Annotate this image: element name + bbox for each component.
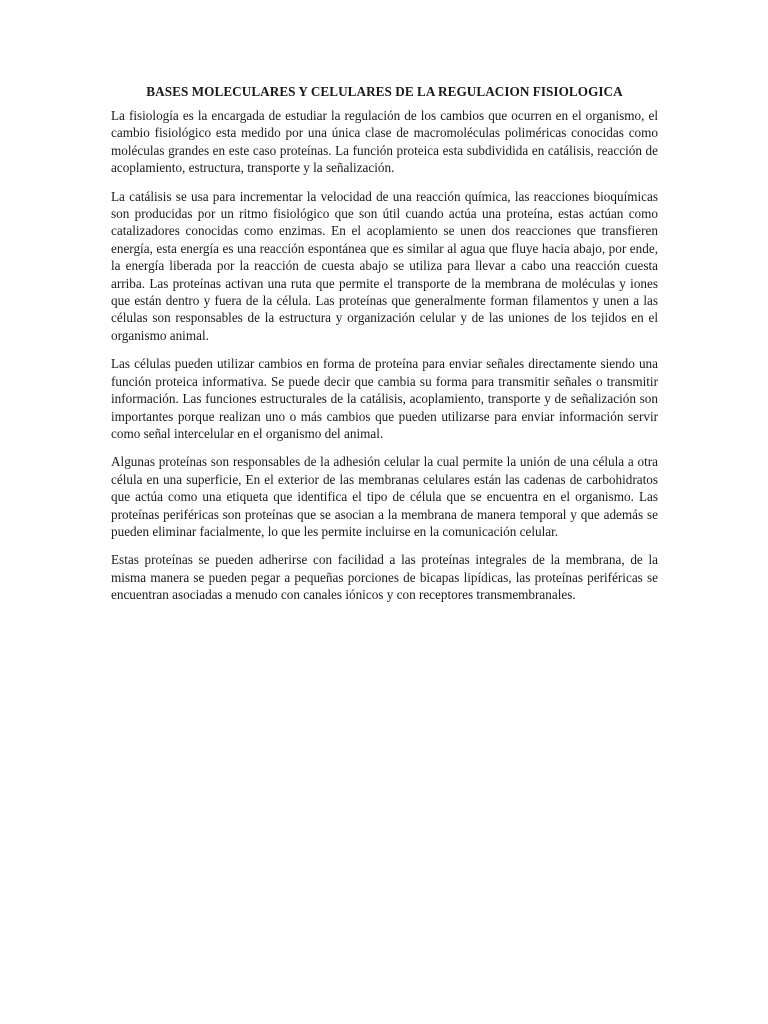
document-title: BASES MOLECULARES Y CELULARES DE LA REGULACION FISIOLOGICA: [146, 84, 623, 99]
document-page: [111, 83, 658, 615]
paragraph-4: Algunas proteínas son responsables de la adhesión celular la cual permite la unión de una célula a otra célula en una superficie, En el exterior de las membranas celulares están las cadenas de carbohidratos que actúa como una etiqueta que identifica el tipo de célula que se encuentra en el organismo. Las proteínas periféricas son proteínas que se asocian a la membrana de manera temporal y que además se pueden eliminar facialmente, lo que les permite incluirse en la comunicación celular.: [111, 454, 658, 539]
paragraph-1: La fisiología es la encargada de estudiar la regulación de los cambios que ocurren en el organismo, el cambio fisiológico esta medido por una única clase de macromoléculas poliméricas conocidas como moléculas grandes en este caso proteínas. La función proteica esta subdividida en catálisis, reacción de acoplamiento, estructura, transporte y la señalización.: [111, 108, 658, 176]
paragraph-5: Estas proteínas se pueden adherirse con facilidad a las proteínas integrales de la membrana, de la misma manera se pueden pegar a pequeñas porciones de bicapas lipídicas, las proteínas periféricas se encuentran asociadas a menudo con canales iónicos y con receptores transmembranales.: [111, 552, 658, 603]
paragraph-2: La catálisis se usa para incrementar la velocidad de una reacción química, las reacciones bioquímicas son producidas por un ritmo fisiológico que son útil cuando actúa una proteína, estas actúan como catalizadores conocidas como enzimas. En el acoplamiento se unen dos reacciones que transfieren energía, esta energía es una reacción espontánea que es similar al agua que fluye hacia abajo, por ende, la energía liberada por la reacción de cuesta abajo se utiliza para llevar a cabo una reacción cuesta arriba. Las proteínas activan una ruta que permite el transporte de la membrana de moléculas y iones que están dentro y fuera de la célula. Las proteínas que generalmente forman filamentos y unen a las células son responsables de la estructura y organización celular y de las uniones de los tejidos en el organismo animal.: [111, 188, 658, 343]
paragraph-3: Las células pueden utilizar cambios en forma de proteína para enviar señales directamente siendo una función proteica informativa. Se puede decir que cambia su forma para transmitir señales o transmitir información. Las funciones estructurales de la catálisis, acoplamiento, transporte y de señalización son importantes porque realizan uno o más cambios que pueden utilizarse para enviar información servir como señal intercelular en el organismo del animal.: [111, 356, 658, 441]
